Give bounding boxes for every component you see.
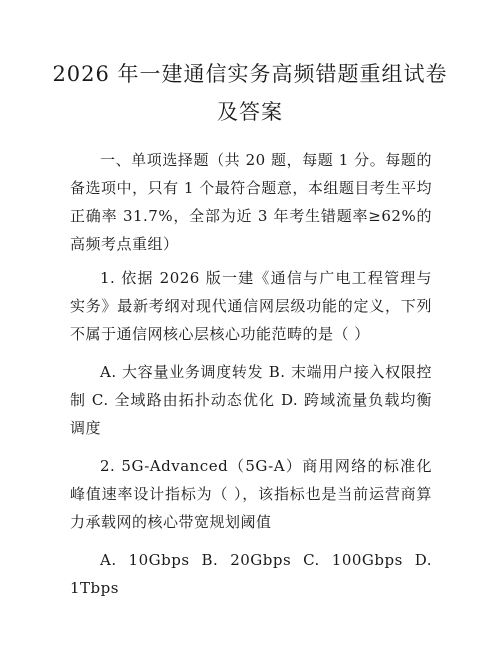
question-1-options: A. 大容量业务调度转发 B. 末端用户接入权限控制 C. 全域路由拓扑动态优化 D. 跨域流量负载均衡调度 [70,363,432,437]
question-2-stem: 2. 5G-Advanced（5G-A）商用网络的标准化峰值速率设计指标为（ ），该指标也是当前运营商算力承载网的核心带宽规划阈值 [70,457,432,531]
document-title-line-2: 及答案 [217,100,283,124]
question-2-options: A. 10Gbps B. 20Gbps C. 100Gbps D. 1Tbps [70,551,432,597]
document-title-line-1: 2026 年一建通信实务高频错题重组试卷 [52,62,448,86]
section-intro: 一、单项选择题（共 20 题，每题 1 分。每题的备选项中，只有 1 个最符合题意，本组题目考生平均正确率 31.7%，全部为近 3 年考生错题率≥62%的高频考点重组） [70,151,432,253]
question-1-stem: 1. 依据 2026 版一建《通信与广电工程管理与实务》最新考纲对现代通信网层级功能的定义，下列不属于通信网核心层核心功能范畴的是（ ） [70,269,432,343]
